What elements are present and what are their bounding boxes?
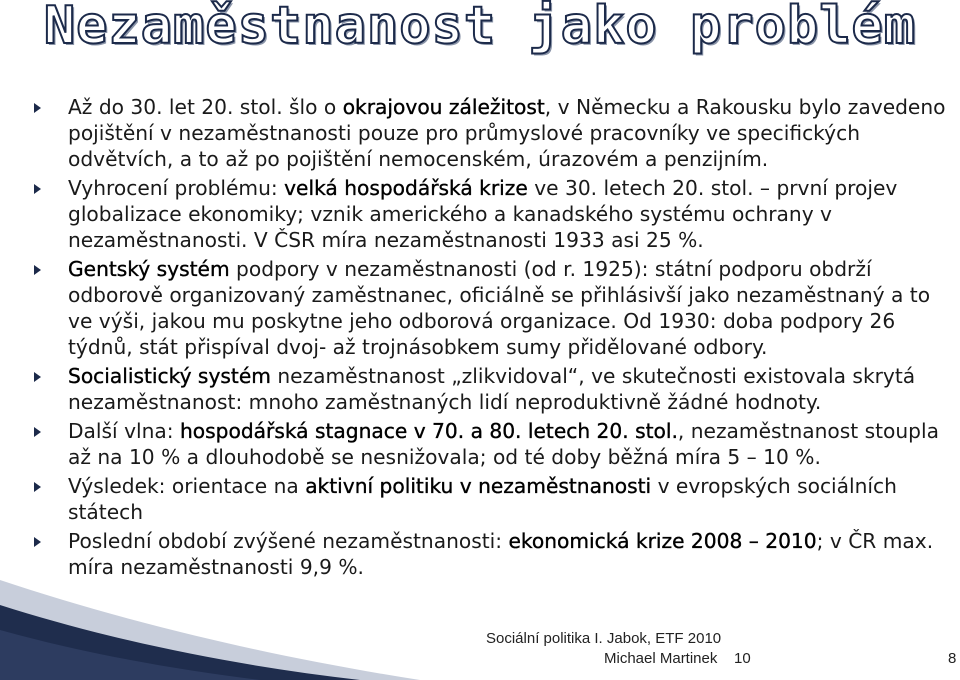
- bullet-item: [34, 175, 954, 253]
- bullet-text: ; v ČR max. míra nezaměstnanosti 9,9 %.: [68, 529, 934, 579]
- bullet-item: [34, 256, 954, 360]
- emphasized-text: Gentský systém: [68, 257, 230, 281]
- bullet-text: Vyhrocení problému:: [68, 176, 285, 200]
- triangle-right-icon: [34, 265, 41, 275]
- bullet-text: ve 30. letech 20. stol. – první projev globalizace ekonomiky; vznik amerického a kanadského systému ochrany v nezaměstnanosti. V ČSR míra nezaměstnanosti 1933 asi 25 %.: [68, 176, 898, 252]
- decorative-wave: [0, 560, 420, 680]
- triangle-right-icon: [34, 537, 41, 547]
- footer-author: Michael Martinek: [604, 650, 718, 667]
- triangle-right-icon: [34, 103, 41, 113]
- emphasized-text: ekonomická krize 2008 – 2010: [508, 529, 817, 553]
- bullet-text: Poslední období zvýšené nezaměstnanosti:: [68, 529, 509, 553]
- bullet-item: [34, 363, 954, 415]
- bullet-text: v evropských sociálních státech: [68, 474, 897, 524]
- footer-course: Sociální politika I. Jabok, ETF 2010: [486, 630, 722, 647]
- triangle-right-icon: [34, 372, 41, 382]
- triangle-right-icon: [34, 482, 41, 492]
- triangle-right-icon: [34, 427, 41, 437]
- bullet-text: nezaměstnanost „zlikvidoval“, ve skutečnosti existovala skrytá nezaměstnanost: mnoho zaměstnaných lidí neproduktivně žádné hodnoty.: [68, 364, 916, 414]
- triangle-right-icon: [34, 184, 41, 194]
- bullet-text: Další vlna:: [68, 419, 181, 443]
- emphasized-text: okrajovou záležitost: [342, 95, 545, 119]
- bullet-item: [34, 473, 954, 525]
- bullet-item: [34, 418, 954, 470]
- bullet-text: podpory v nezaměstnanosti (od r. 1925): státní podporu obdrží odborově organizovaný zaměstnanec, oficiálně se přihlásivší jako nezaměstnaný a to ve výši, jakou mu poskytne jeho odborová organizace. Od 1930: doba podpory 26 týdnů, stát přispíval dvoj- až trojnásobkem sumy přidělované odbory.: [68, 257, 931, 359]
- footer-number: 10: [734, 650, 751, 667]
- bullet-item: [34, 94, 954, 172]
- bullet-text: Výsledek: orientace na: [68, 474, 306, 498]
- bullet-text: Až do 30. let 20. stol. šlo o: [68, 95, 343, 119]
- emphasized-text: Socialistický systém: [68, 364, 271, 388]
- bullet-text: , nezaměstnanost stoupla až na 10 % a dlouhodobě se nesnižovala; od té doby běžná míra 5 – 10 %.: [68, 419, 939, 469]
- bullet-text: , v Německu a Rakousku bylo zavedeno pojištění v nezaměstnanosti pouze pro průmyslové pracovníky ve specifických odvětvích, a to až po pojištění nemocenském, úrazovém a penzijním.: [68, 95, 946, 171]
- emphasized-text: velká hospodářská krize: [284, 176, 528, 200]
- page-number: 8: [948, 650, 957, 667]
- emphasized-text: hospodářská stagnace v 70. a 80. letech 20. stol.: [180, 419, 678, 443]
- bullet-list: [34, 94, 954, 583]
- slide-title: Nezaměstnanost jako problém: [43, 0, 917, 56]
- emphasized-text: aktivní politiku v nezaměstnanosti: [305, 474, 652, 498]
